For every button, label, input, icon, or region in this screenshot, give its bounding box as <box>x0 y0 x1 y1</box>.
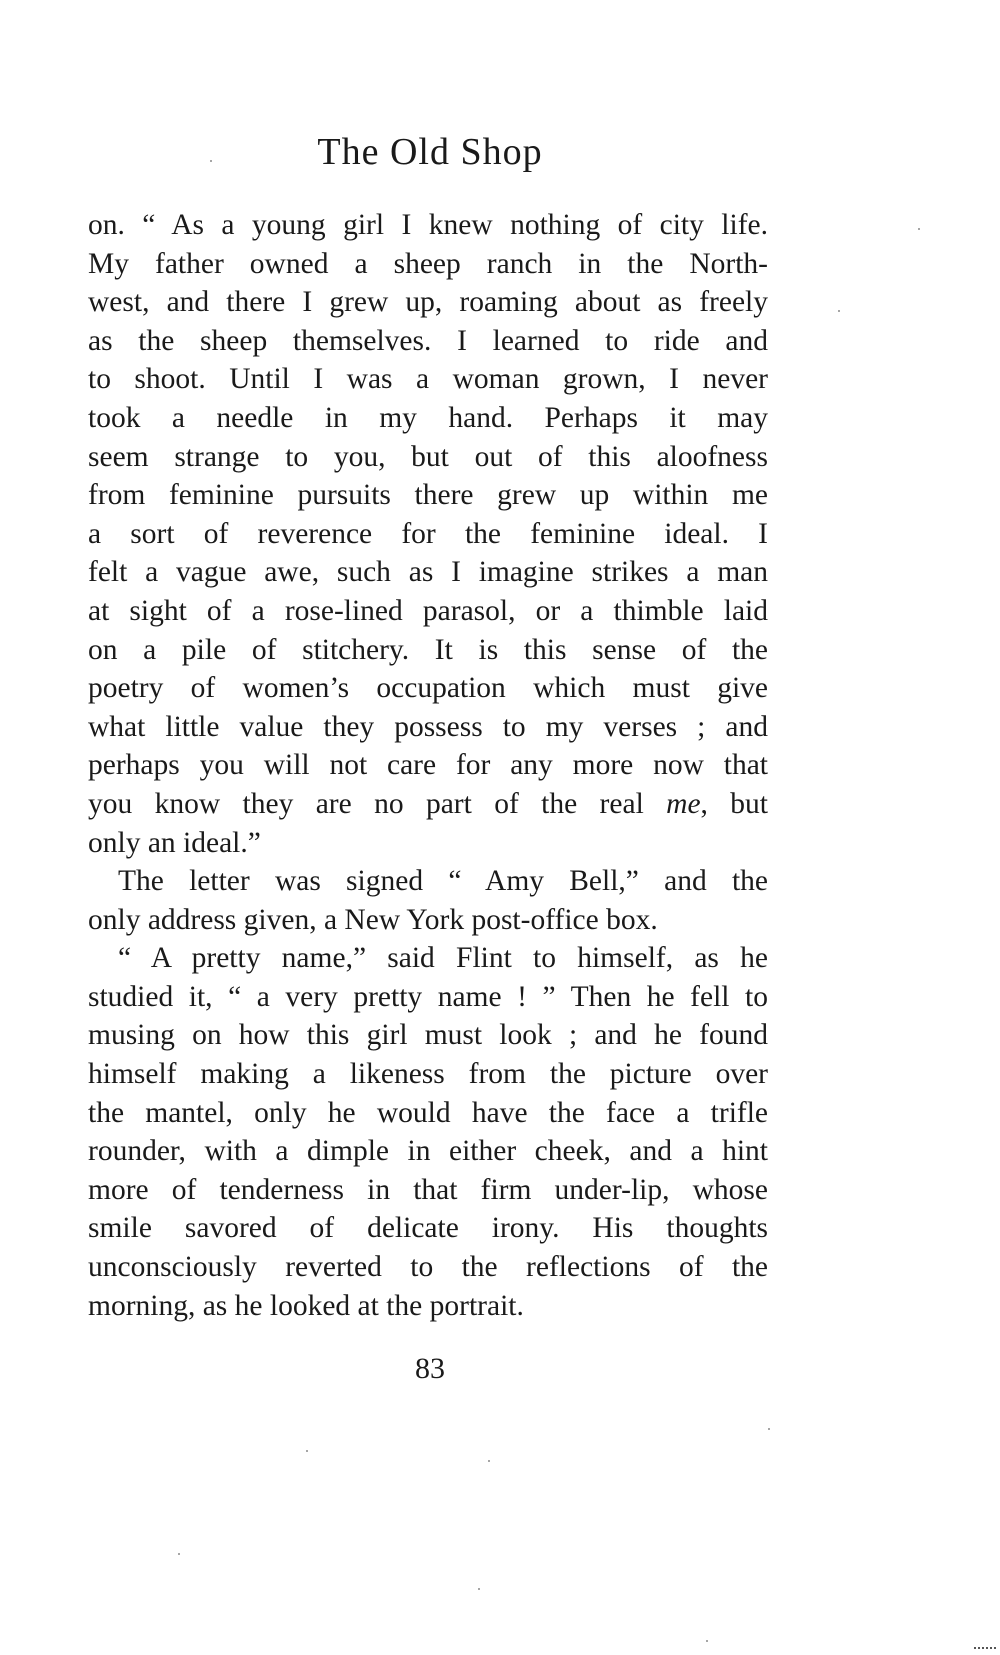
scan-speck <box>838 310 840 312</box>
text-line: perhaps you will not care for any more now that <box>88 749 768 782</box>
text-line-with-italic <box>88 785 768 824</box>
scan-edge-mark <box>974 1647 996 1649</box>
text-line: himself making a likeness from the picture over <box>88 1058 768 1091</box>
text-line: seem strange to you, but out of this aloofness <box>88 440 768 473</box>
text-run: you know they are no part of the real <box>88 787 667 820</box>
text-line: smile savored of delicate irony. His thoughts <box>88 1212 768 1245</box>
text-line: the mantel, only he would have the face a trifle <box>88 1096 768 1129</box>
running-head: The Old Shop <box>317 131 543 173</box>
scan-speck <box>488 1460 490 1462</box>
text-line: on. “ As a young girl I knew nothing of city life. <box>88 209 768 241</box>
scan-speck <box>210 160 212 162</box>
page-number: 83 <box>415 1352 445 1385</box>
text-line: more of tenderness in that firm under-lip, whose <box>88 1173 768 1206</box>
scan-speck <box>918 228 920 230</box>
text-line: west, and there I grew up, roaming about as freely <box>88 286 768 319</box>
text-line: what little value they possess to my verses ; and <box>88 710 768 743</box>
text-line: as the sheep themselves. I learned to ride and <box>88 324 768 357</box>
text-line: musing on how this girl must look ; and he found <box>88 1019 768 1052</box>
text-line: on a pile of stitchery. It is this sense of the <box>88 633 768 666</box>
text-line: morning, as he looked at the portrait. <box>88 1289 524 1322</box>
text-line: unconsciously reverted to the reflections of the <box>88 1251 768 1284</box>
scan-speck <box>306 1450 308 1452</box>
text-line: to shoot. Until I was a woman grown, I never <box>88 363 768 396</box>
text-line: My father owned a sheep ranch in the North- <box>88 247 768 280</box>
text-line: The letter was signed “ Amy Bell,” and the <box>118 865 768 898</box>
scan-speck <box>178 1553 180 1555</box>
text-line: rounder, with a dimple in either cheek, and a hint <box>88 1135 768 1168</box>
text-line: only an ideal.” <box>88 826 261 859</box>
text-line: a sort of reverence for the feminine ideal. I <box>88 517 768 550</box>
text-line: poetry of women’s occupation which must give <box>88 672 768 705</box>
scan-speck <box>706 1640 708 1642</box>
body-text <box>88 206 768 1325</box>
text-line: studied it, “ a very pretty name ! ” Then he fell to <box>88 980 768 1013</box>
text-line: took a needle in my hand. Perhaps it may <box>88 401 768 434</box>
text-line: from feminine pursuits there grew up within me <box>88 479 768 512</box>
text-line: only address given, a New York post-office box. <box>88 903 658 936</box>
text-run: , but <box>700 787 768 820</box>
text-line: at sight of a rose-lined parasol, or a thimble laid <box>88 594 768 627</box>
scan-speck <box>478 1588 480 1590</box>
italic-word: me <box>666 787 701 820</box>
scan-speck <box>768 1428 770 1430</box>
text-line: felt a vague awe, such as I imagine strikes a man <box>88 556 768 589</box>
text-line: “ A pretty name,” said Flint to himself, as he <box>118 942 768 975</box>
